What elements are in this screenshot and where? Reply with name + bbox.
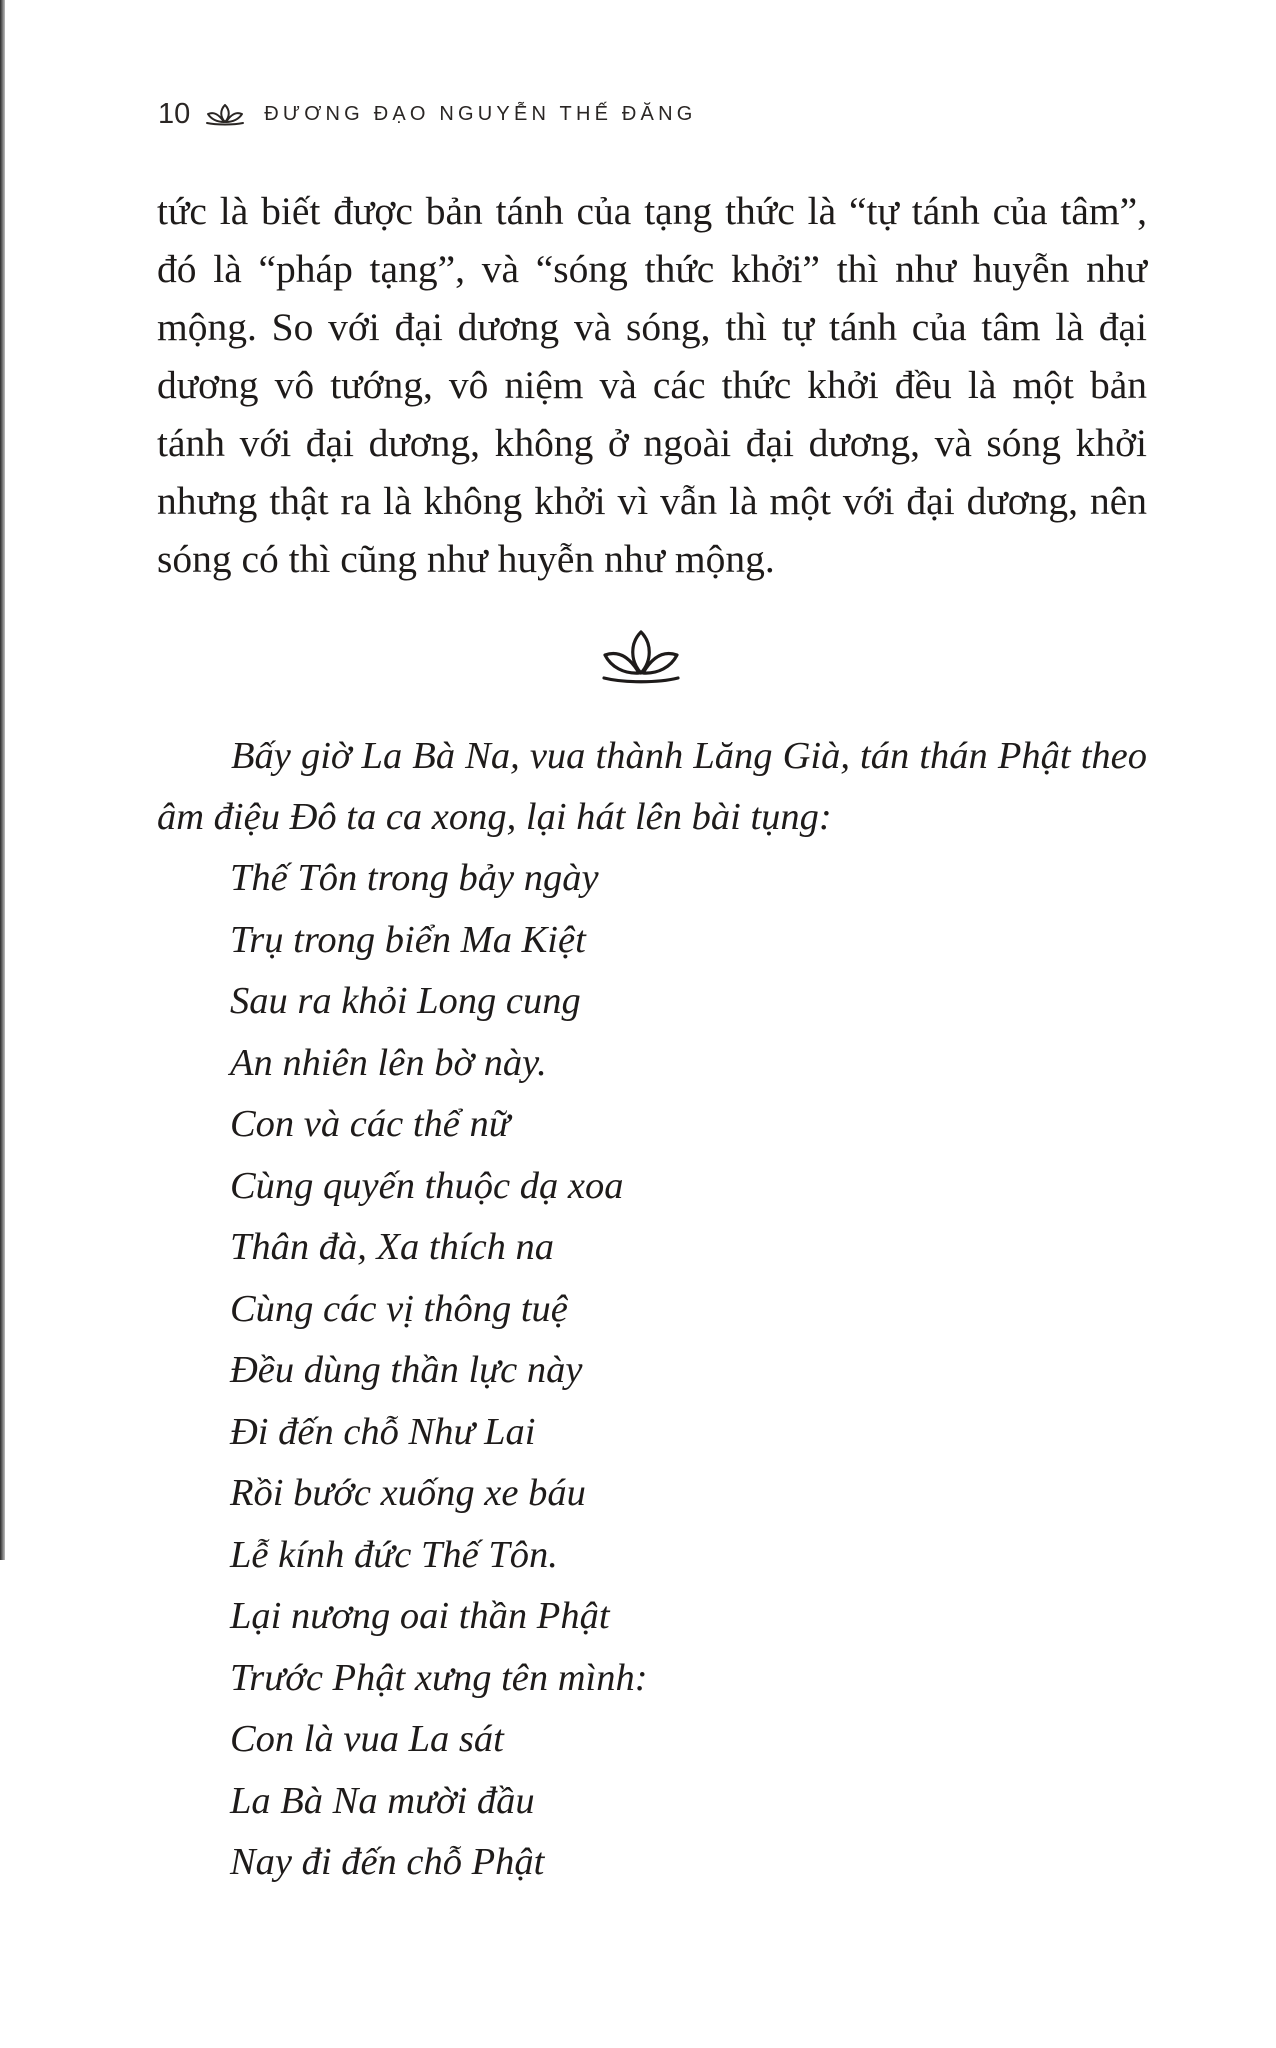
page-edge-shadow xyxy=(0,0,5,1560)
verse-line: Nay đi đến chỗ Phật xyxy=(230,1841,545,1883)
verse-line: Sau ra khỏi Long cung xyxy=(230,980,581,1022)
verse-line: Đi đến chỗ Như Lai xyxy=(230,1410,536,1453)
verse-line: La Bà Na mười đầu xyxy=(230,1779,535,1822)
verse-line: Cùng các vị thông tuệ xyxy=(230,1287,568,1330)
verse-line: Rồi bước xuống xe báu xyxy=(230,1472,586,1514)
verse-line: Lại nương oai thần Phật xyxy=(230,1595,610,1637)
verse-line: Con là vua La sát xyxy=(230,1718,504,1760)
verse-line: Đều dùng thần lực này xyxy=(230,1349,583,1391)
verse-line: Trụ trong biển Ma Kiệt xyxy=(230,918,586,961)
verse-line: Cùng quyến thuộc dạ xoa xyxy=(230,1164,624,1207)
page-number: 10 xyxy=(158,97,191,130)
body-paragraph: tức là biết được bản tánh của tạng thức là “tự tánh của tâm”, đó là “pháp tạng”, và “sóng thức khởi” thì như huyễn như mộng. So với đại dương và sóng, thì tự tánh của tâm là đại dương vô tướng, vô niệm và các thức khởi đều là một bản tánh với đại dương, không ở ngoài đại dương, và sóng khởi nhưng thật ra là không khởi vì vẫn là một với đại dương, nên sóng có thì cũng như huyễn như mộng. xyxy=(157,189,1147,581)
verse-line: Con và các thể nữ xyxy=(230,1103,510,1145)
verse-line: Trước Phật xưng tên mình: xyxy=(230,1656,648,1699)
verse-line: Thân đà, Xa thích na xyxy=(230,1226,555,1268)
verse-line: An nhiên lên bờ này. xyxy=(230,1041,547,1084)
running-header-title: ĐƯƠNG ĐẠO NGUYỄN THẾ ĐĂNG xyxy=(264,102,697,125)
lotus-ornament-icon xyxy=(598,628,684,684)
lotus-icon xyxy=(204,102,246,126)
verse-block xyxy=(230,848,648,1894)
verse-line: Lễ kính đức Thế Tôn. xyxy=(230,1533,558,1576)
verse-introduction: Bấy giờ La Bà Na, vua thành Lăng Già, tán thán Phật theo âm điệu Đô ta ca xong, lại hát lên bài tụng: xyxy=(157,735,1147,838)
running-header xyxy=(158,94,697,134)
verse-line: Thế Tôn trong bảy ngày xyxy=(230,857,599,899)
